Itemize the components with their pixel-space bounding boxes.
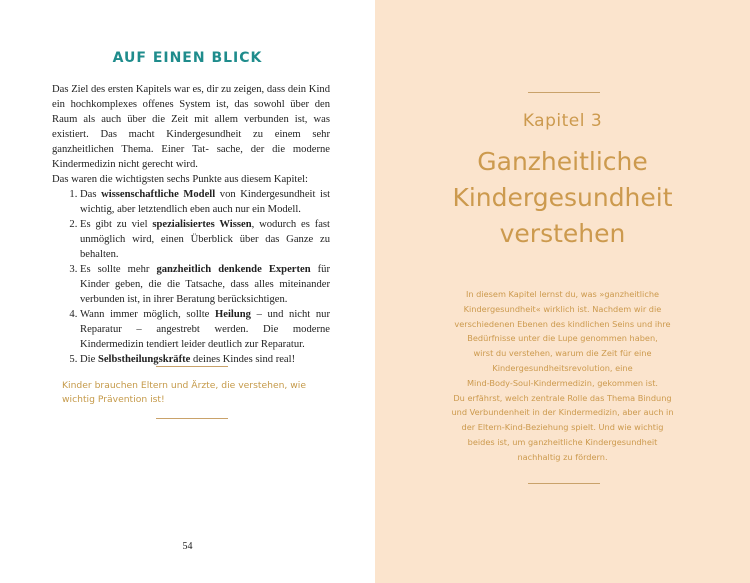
list-intro: Das waren die wichtigsten sechs Punkte aus diesem Kapitel: xyxy=(52,174,308,185)
chapter-title-line: Kindergesundheit xyxy=(452,183,673,212)
chapter-intro-line: Kindergesundheit« wirklich ist. Nachdem wir die xyxy=(463,303,662,314)
summary-point-5: 5. Die Selbstheilungskräfte deines Kindes sind real! xyxy=(80,352,330,367)
chapter-intro-line: wirst du verstehen, warum die Zeit für eine xyxy=(473,348,652,359)
summary-point-1: 1. Das wissenschaftliche Modell von Kindergesundheit ist wichtig, aber letztendlich eben auch nur ein Modell. xyxy=(80,187,330,217)
chapter-rule-bottom xyxy=(528,483,600,484)
chapter-intro-line: und Verbundenheit in der Kindermedizin, aber auch in xyxy=(451,407,674,418)
chapter-title-line: verstehen xyxy=(499,219,626,248)
intro-line: hochkomplexes offenes System ist, das sowohl über den Raum als xyxy=(52,99,330,125)
chapter-intro xyxy=(445,287,680,465)
chapter-intro-line: verschiedenen Ebenen des kindlichen Seins und ihre xyxy=(454,318,671,329)
chapter-intro-line: Mind-Body-Soul-Kindermedizin, gekommen ist. xyxy=(466,377,659,388)
summary-heading: AUF EINEN BLICK xyxy=(112,50,263,66)
chapter-intro-line: Kindergesundheitsrevolution, eine xyxy=(492,362,633,373)
chapter-rule-top xyxy=(528,92,600,93)
intro-paragraph xyxy=(52,82,330,172)
intro-line: auch über die Zeit mit allem verbunden ist, was existiert. Das macht xyxy=(52,114,330,140)
intro-line: Kindergesundheit zu einem sehr ganzheitlichen Thema. Einer Tat- xyxy=(52,129,330,155)
chapter-intro-line: beides ist, um ganzheitliche Kindergesundheit xyxy=(467,436,658,447)
quote-rule-bottom xyxy=(156,418,228,419)
chapter-label: Kapitel 3 xyxy=(522,111,603,131)
intro-line: Das Ziel des ersten Kapitels war es, dir zu zeigen, dass dein Kind ein xyxy=(52,84,330,110)
chapter-intro-line: nachhaltig zu fördern. xyxy=(517,451,608,462)
summary-point-2: 2. Es gibt zu viel spezialisiertes Wissen, wodurch es fast unmöglich wird, einen Überblick über das Ganze zu behalten. xyxy=(80,217,330,262)
chapter-intro-line: der Eltern-Kind-Beziehung spielt. Und wie wichtig xyxy=(461,422,664,433)
chapter-title-line: Ganzheitliche xyxy=(477,147,648,176)
chapter-intro-line: Bedürfnisse unter die Lupe genommen haben, xyxy=(467,333,658,344)
chapter-intro-line: In diesem Kapitel lernst du, was »ganzheitliche xyxy=(465,289,660,299)
page-number: 54 xyxy=(182,541,193,552)
summary-body xyxy=(52,82,330,367)
summary-point-3: 3. Es sollte mehr ganzheitlich denkende Experten für Kinder geben, die die Tatsache, dass alles miteinander verbunden ist, in ihrer Beratung berücksichtigen. xyxy=(80,262,330,307)
summary-points xyxy=(52,187,330,367)
right-page xyxy=(375,0,750,583)
chapter-intro-line: Du erfährst, welch zentrale Rolle das Thema Bindung xyxy=(453,392,672,403)
quote-rule-top xyxy=(156,366,228,367)
intro-line: sache, der die moderne Kindermedizin nicht gerecht wird. xyxy=(52,144,330,170)
summary-point-4: 4. Wann immer möglich, sollte Heilung – und nicht nur Reparatur – angestrebt werden. Die moderne Kindermedizin tendiert leider deutlich zur Reparatur. xyxy=(80,307,330,352)
chapter-title xyxy=(375,144,750,252)
callout-quote: Kinder brauchen Eltern und Ärzte, die verstehen, wie wichtig Prävention ist! xyxy=(62,380,306,405)
